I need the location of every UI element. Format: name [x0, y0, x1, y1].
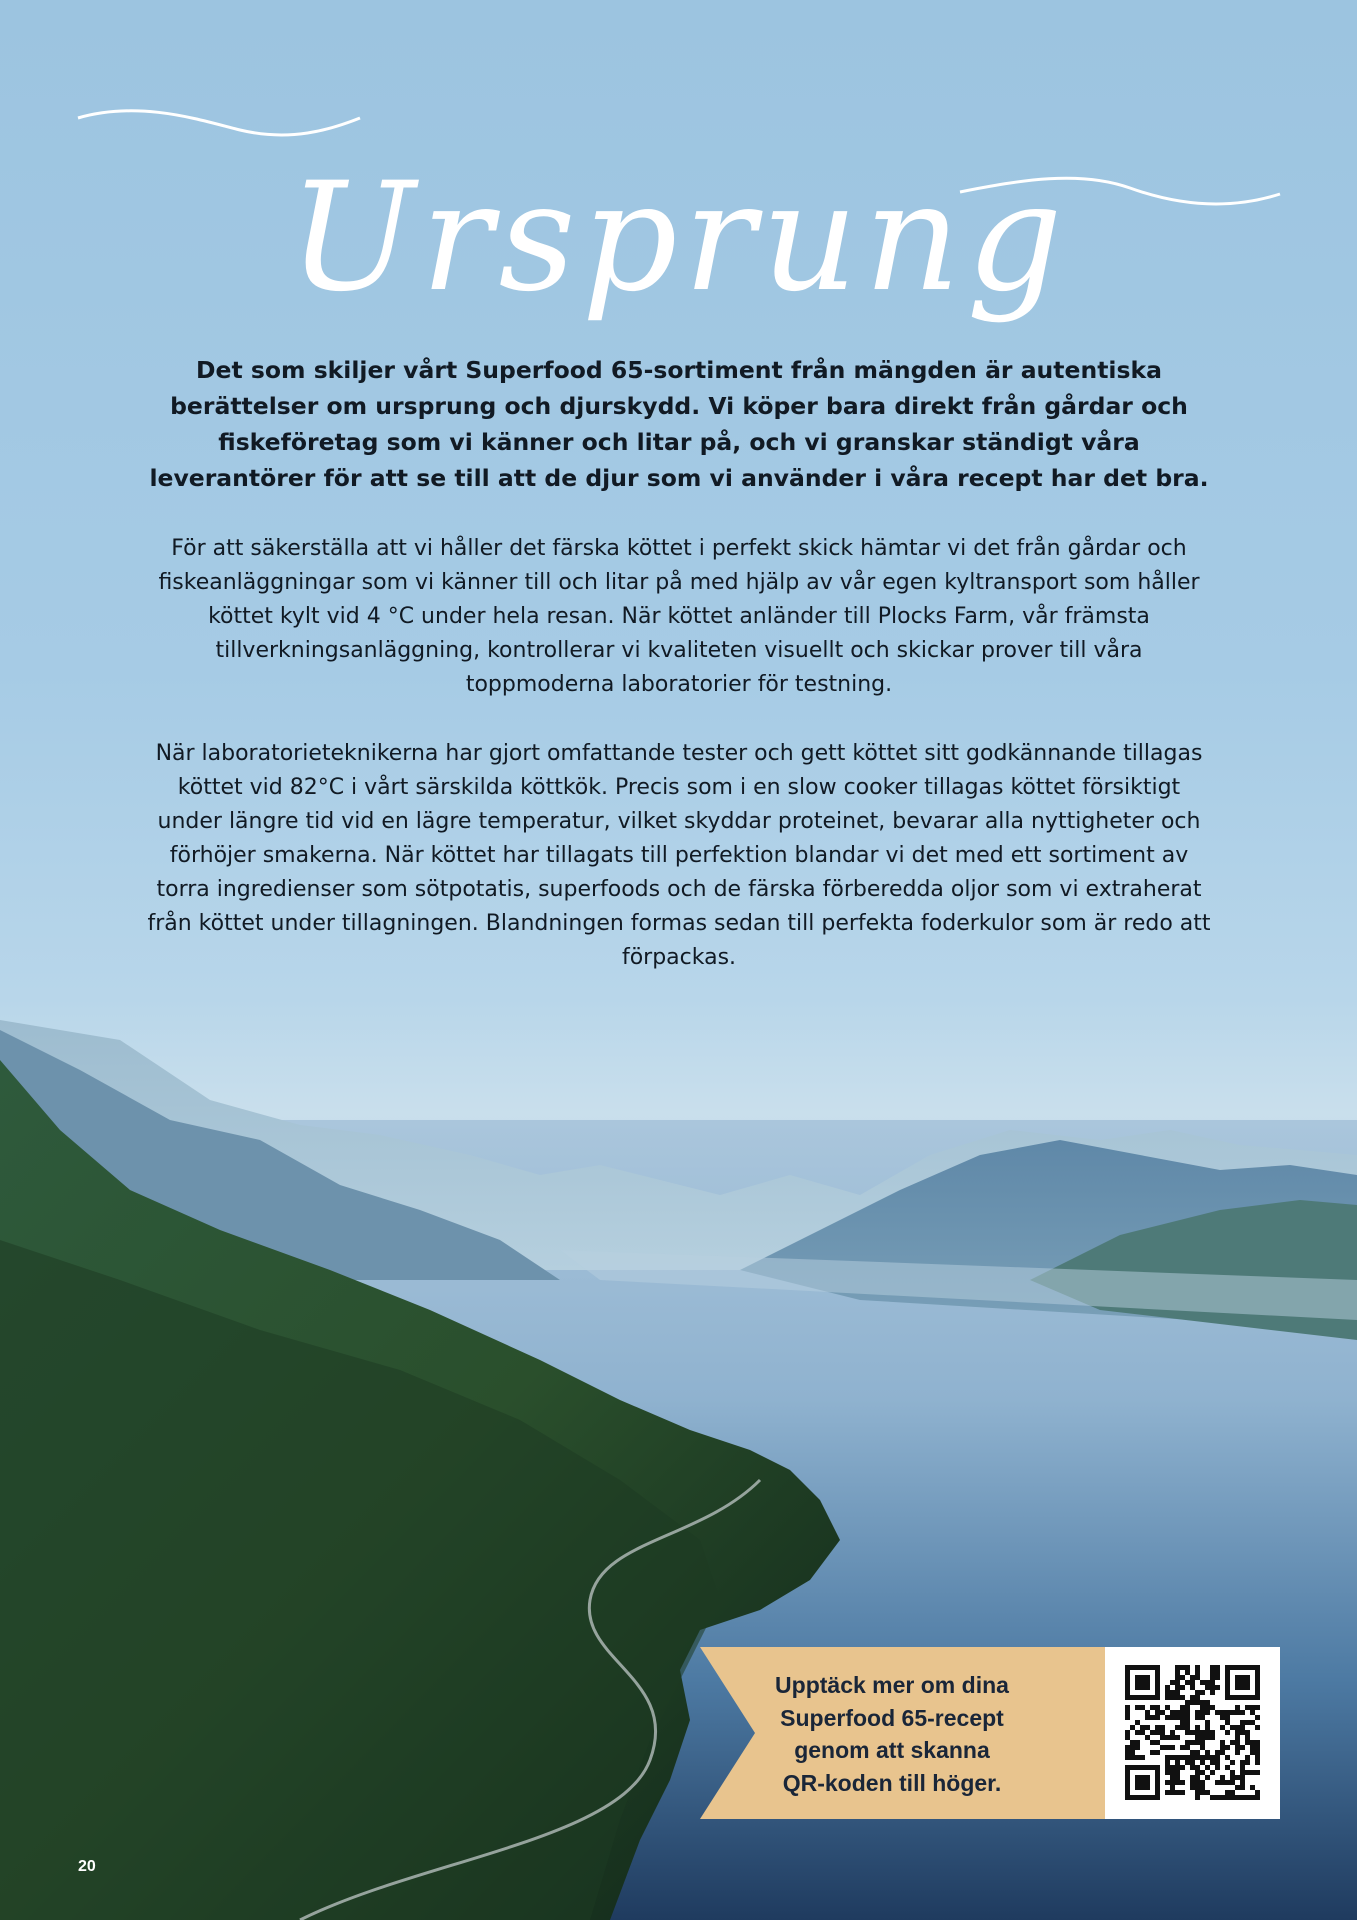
qr-code[interactable]: [1125, 1665, 1260, 1800]
banner-line: genom att skanna: [794, 1737, 990, 1763]
title-area: [0, 70, 1357, 330]
intro-paragraph: Det som skiljer vårt Superfood 65-sortiment från mängden är autentiska berättelser om ursprung och djurskydd. Vi köper bara direkt från gårdar och fiskeföretag som vi känner och litar på, och vi granskar ständigt våra leverantörer för att se till att de djur som vi använder i våra recept har det bra.: [149, 356, 1209, 492]
qr-callout-banner: [700, 1647, 1105, 1819]
body-paragraph-1: För att säkerställa att vi håller det färska köttet i perfekt skick hämtar vi det från gårdar och fiskeanläggningar som vi känner till och litar på med hjälp av vår egen kyltransport som håller köttet kylt vid 4 °C under hela resan. När köttet anländer till Plocks Farm, vår främsta tillverkningsanläggning, kontrollerar vi kvaliteten visuellt och skickar prover till våra toppmoderna laboratorier för testning.: [158, 536, 1200, 697]
page-number: 20: [78, 1858, 96, 1875]
banner-text: [762, 1669, 1022, 1799]
qr-code-box[interactable]: [1105, 1647, 1280, 1819]
page-title: Ursprung: [288, 151, 1069, 325]
banner-line: Superfood 65-recept: [780, 1704, 1004, 1731]
body-paragraph-2: När laboratorieteknikerna har gjort omfattande tester och gett köttet sitt godkännande tillagas köttet vid 82°C i vårt särskilda köttkök. Precis som i en slow cooker tillagas köttet försiktigt under längre tid vid en lägre temperatur, vilket skyddar proteinet, bevarar alla nyttigheter och förhöjer smakerna. När köttet har tillagats till perfektion blandar vi det med ett sortiment av torra ingredienser som sötpotatis, superfoods och de färska förberedda oljor som vi extraherat från köttet under tillagningen. Blandningen formas sedan till perfekta foderkulor som är redo att förpackas.: [147, 741, 1211, 970]
banner-line: Upptäck mer om dina: [775, 1672, 1009, 1698]
banner-line: QR-koden till höger.: [782, 1769, 1002, 1796]
